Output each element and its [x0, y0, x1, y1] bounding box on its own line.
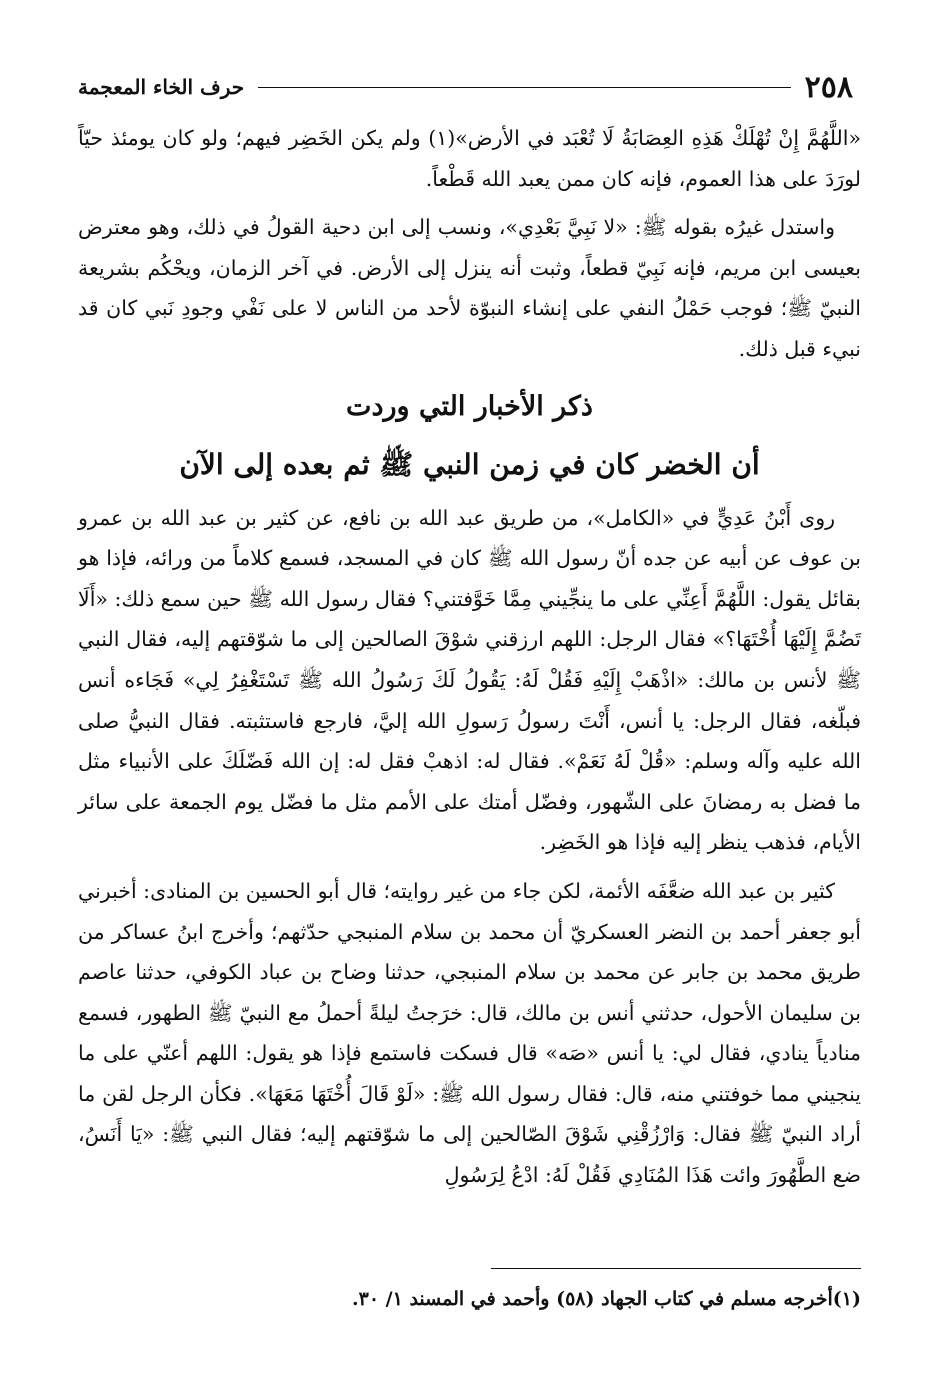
paragraph-2: واستدل غيرُه بقوله ﷺ: «لا نَبِيَّ بَعْدِي»، ونسب إلى ابن دحية القولُ في ذلك، وهو معترض بعيسى ابن مريم، فإنه نَبِيّ قطعاً، وثبت أنه ينزل إلى الأرض. في آخر الزمان، ويحْكُم بشريعة النبيّ ﷺ؛ فوجب حَمْلُ النفي على إنشاء النبوّة لأحد من الناس لا على نَفْي وجودِ نَبي كان قد نبيء قبل ذلك.	[78, 215, 861, 361]
section-heading-line-1: ذكر الأخبار التي وردت	[346, 390, 593, 422]
page-header	[78, 64, 853, 110]
footnote-rule	[491, 1268, 861, 1269]
section-heading-line-2: أن الخضر كان في زمن النبي ﷺ ثم بعده إلى الآن	[179, 447, 760, 481]
page-number: ٢٥٨	[804, 69, 853, 105]
running-title: حرف الخاء المعجمة	[78, 75, 245, 99]
paragraph-4: كثير بن عبد الله ضعَّفَه الأئمة، لكن جاء من غير روايته؛ قال أبو الحسين بن المنادى: أخبرني أبو جعفر أحمد بن النضر العسكريّ أن محمد بن سلام المنبجي حدّثهم؛ وأخرج ابنُ عساكر من طريق محمد بن جابر عن محمد بن سلام المنبجي، حدثنا وضاح بن عباد الكوفي، حدثنا عاصم بن سليمان الأحول، حدثني أنس بن مالك، قال: خرَجتُ ليلةً أحملُ مع النبيّ ﷺ الطهور، فسمع منادياً ينادي، فقال لي: يا أنس «صَه» قال فسكت فاستمع فإذا هو يقول: اللهم أعنّي على ما ينجيني مما خوفتني منه، قال: فقال رسول الله ﷺ: «لَوْ قَالَ أُخْتَهَا مَعَهَا». فكأن الرجل لقن ما أراد النبيّ ﷺ فقال: وَارْزُقْنِي شَوْقَ الصّالحين إلى ما شوّقتهم إليه؛ فقال النبي ﷺ: «يَا أَنَسُ، ضع الطَّهُورَ وائت هَذَا المُنَادِي فَقُلْ لَهُ: ادْعُ لِرَسُولِ	[77, 878, 861, 1188]
paragraph-1: «اللَّهُمَّ إِنْ تُهْلَكْ هَذِهِ العِصَابَةُ لَا تُعْبَد في الأرض»(١) ولم يكن الخَضِر فيهم؛ ولو كان يومئذ حيّاً لورَدَ على هذا العموم، فإنه كان ممن يعبد الله قَطْعاً.	[78, 126, 862, 191]
page-body	[78, 118, 861, 1204]
paragraph-3: روى أَبْنُ عَدِيٍّ في «الكامل»، من طريق عبد الله بن نافع، عن كثير بن عبد الله بن عمرو بن عوف عن أبيه عن جده أنّ رسول الله ﷺ كان في المسجد، فسمع كلاماً من ورائه، فإذا هو بقائل يقول: اللَّهُمَّ أَعِنِّي على ما ينجِّيني مِمَّا خَوَّفتني؟ فقال رسول الله ﷺ حين سمع ذلك: «أَلَا تَضُمَّ إِلَيْهَا أُخْتَهَا؟» فقال الرجل: اللهم ارزقني شوْقَ الصالحين إلى ما شوّقتهم إليه، فقال النبي ﷺ لأنس بن مالك: «اذْهَبْ إِلَيْهِ فَقُلْ لَهُ: يَقُولُ لَكَ رَسُولُ الله ﷺ تَسْتَغْفِرُ لِي» فَجَاءه أنس فبلّغه، فقال الرجل: يا أنس، أَنْتَ رسولُ رَسولِ الله إليَّ، فارجع فاستثبته. فقال النبيُّ صلى الله عليه وآله وسلم: «قُلْ لَهُ نَعَمْ». فقال له: اذهبْ فقل له: إن الله فَضّلَكَ على الأنبياء مثل ما فضل به رمضانَ على الشّهور، وفضّل أمتك على الأمم مثل ما فضّل يوم الجمعة على سائر الأيام، فذهب ينظر إليه فإذا هو الخَضِر.	[78, 505, 862, 855]
header-rule	[258, 87, 790, 88]
footnote: (١)أخرجه مسلم في كتاب الجهاد (٥٨) وأحمد في المسند ١/ ٣٠.	[352, 1288, 861, 1310]
